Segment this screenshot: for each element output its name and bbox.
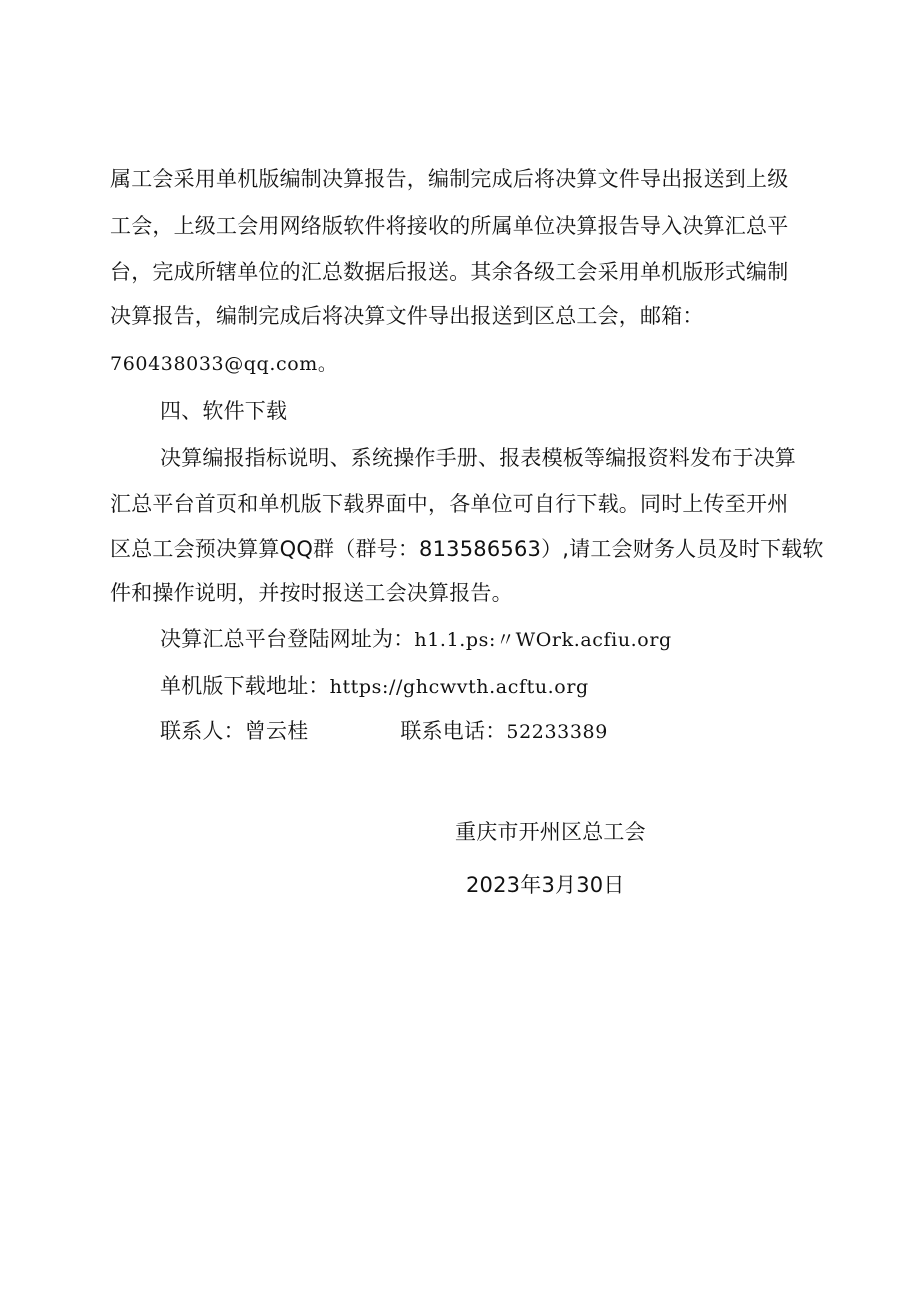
body-line-7: 决算编报指标说明、系统操作手册、报表模板等编报资料发布于决算 xyxy=(160,446,796,470)
section-heading-software-download: 四、软件下载 xyxy=(160,399,288,423)
download-url-label: 单机版下载地址： xyxy=(160,674,330,698)
download-url-line xyxy=(160,671,589,702)
body-line-1: 属工会采用单机版编制决算报告，编制完成后将决算文件导出报送到上级 xyxy=(110,167,789,191)
download-url: https://ghcwvth.acftu.org xyxy=(329,676,589,698)
contact-line xyxy=(160,716,608,747)
issuing-organization: 重庆市开州区总工会 xyxy=(455,820,646,844)
platform-url: h1.1.ps:〃WOrk.acfiu.org xyxy=(414,629,672,651)
body-line-2: 工会，上级工会用网络版软件将接收的所属单位决算报告导入决算汇总平 xyxy=(110,214,789,238)
contact-phone-value: 52233389 xyxy=(506,721,608,743)
body-line-3: 台，完成所辖单位的汇总数据后报送。其余各级工会采用单机版形式编制 xyxy=(110,260,789,284)
body-line-10: 件和操作说明，并按时报送工会决算报告。 xyxy=(110,581,513,605)
issue-date: 2023年3月30日 xyxy=(466,873,625,897)
contact-phone-label: 联系电话： xyxy=(400,719,507,743)
platform-url-label: 决算汇总平台登陆网址为： xyxy=(160,627,415,651)
body-line-8: 汇总平台首页和单机版下载界面中，各单位可自行下载。同时上传至开州 xyxy=(110,492,789,516)
contact-person: 联系人：曾云桂 xyxy=(160,719,309,743)
body-line-4: 决算报告，编制完成后将决算文件导出报送到区总工会，邮箱： xyxy=(110,304,704,328)
platform-url-line xyxy=(160,624,672,655)
body-line-9: 区总工会预决算算QQ群（群号：813586563）,请工会财务人员及时下载软 xyxy=(110,537,824,561)
email-line: 760438033@qq.com。 xyxy=(110,353,338,375)
